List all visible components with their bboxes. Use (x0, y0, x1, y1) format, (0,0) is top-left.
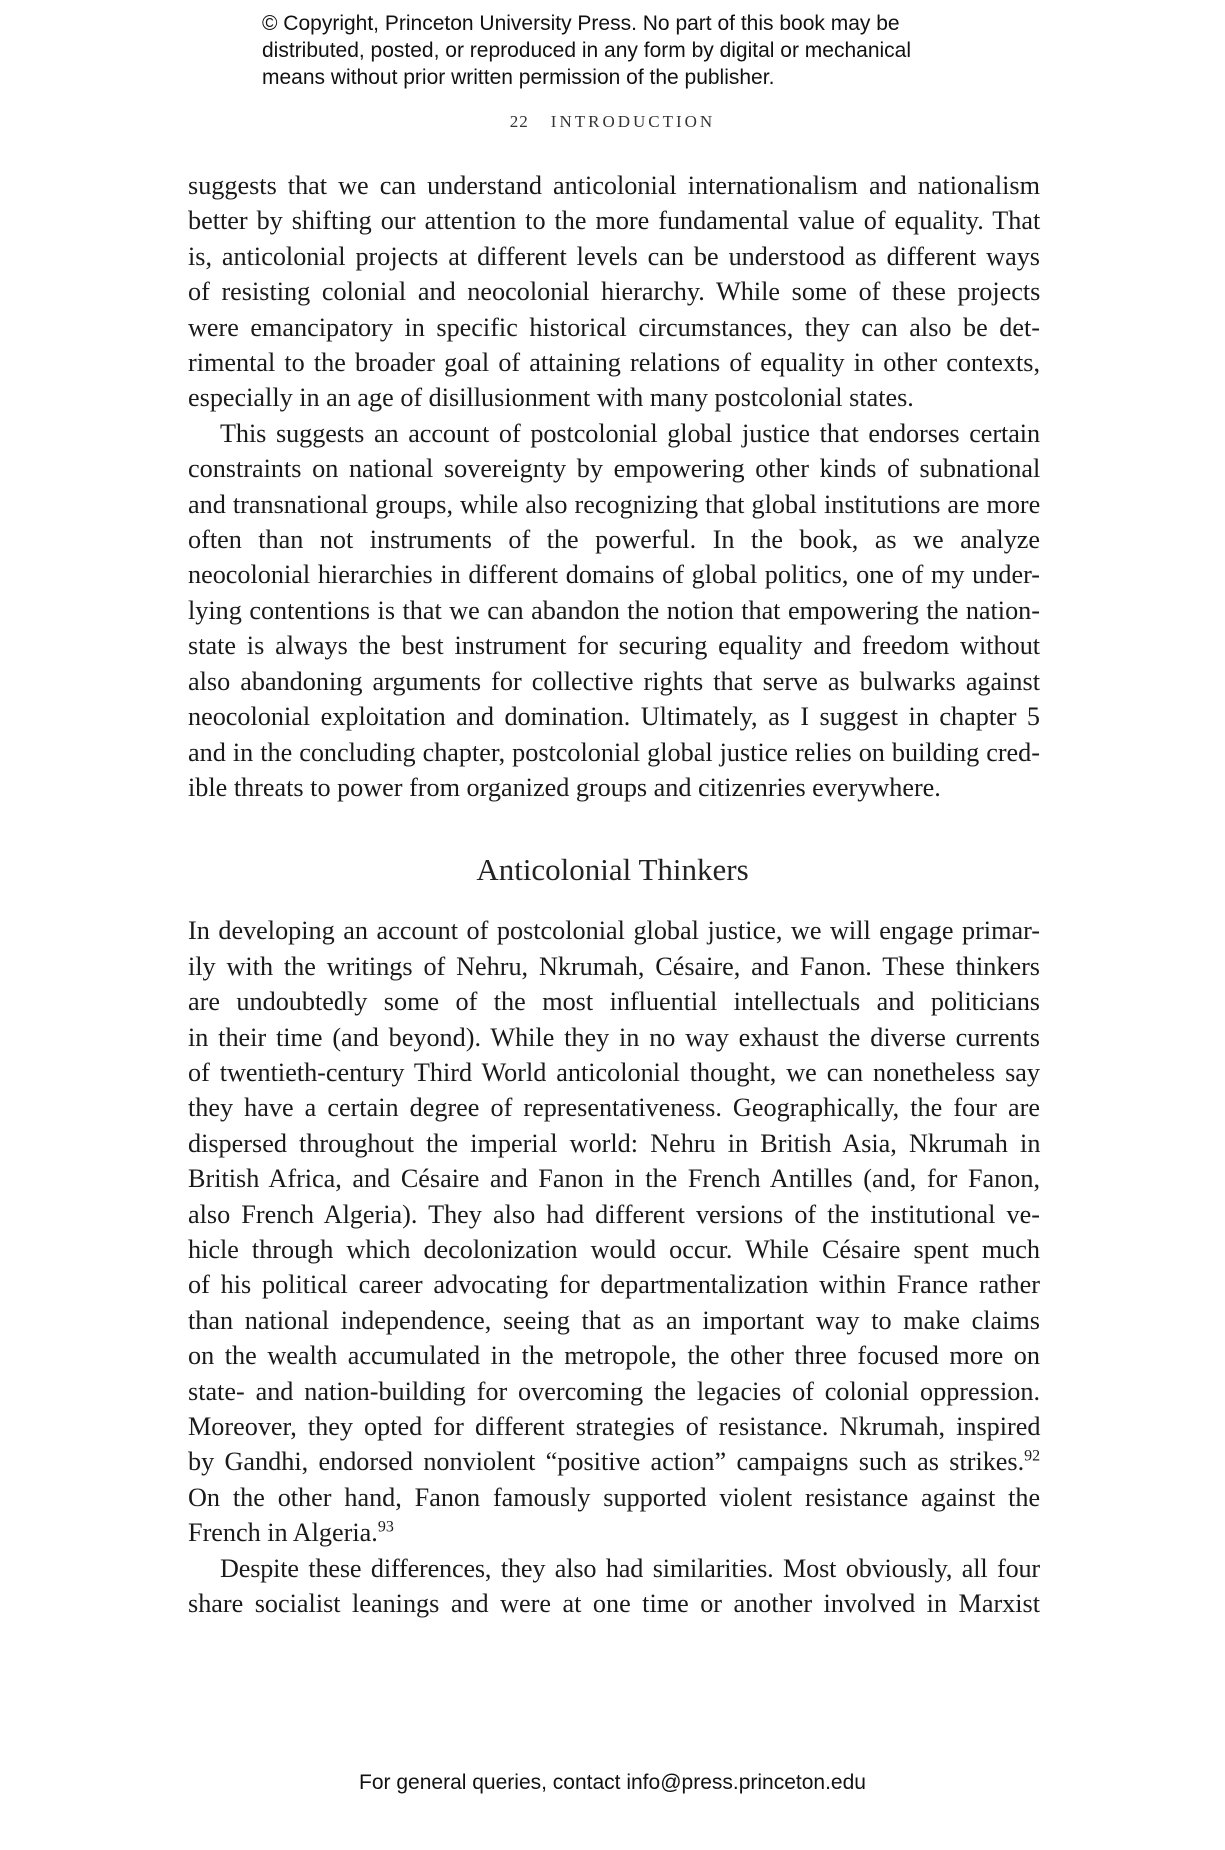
text-line-with-footnote (188, 1515, 1040, 1550)
text-line: in their time (and beyond). While they in no way exhaust the diverse currents (188, 1022, 1040, 1052)
text-line: especially in an age of disillusionment with many postcolonial states. (188, 383, 914, 413)
body-text (188, 168, 1040, 1621)
text-line: and transnational groups, while also recognizing that global institutions are more (188, 489, 1041, 519)
copyright-line: means without prior written permission of the publisher. (262, 66, 775, 89)
text-line: they have a certain degree of representativeness. Geographically, the four are (188, 1093, 1040, 1123)
page-number: 22 (509, 112, 529, 131)
copyright-notice (262, 10, 982, 91)
text-line: suggests that we can understand anticolonial internationalism and nationalism (188, 171, 1040, 200)
paragraph-2 (188, 416, 1040, 805)
text-line: were emancipatory in specific historical circumstances, they can also be det- (188, 312, 1041, 342)
copyright-line: distributed, posted, or reproduced in any form by digital or mechanical (262, 39, 912, 62)
text-line: of resisting colonial and neocolonial hierarchy. While some of these projects (188, 277, 1041, 307)
text-line: on the wealth accumulated in the metropole, the other three focused more on (188, 1341, 1040, 1371)
footer-contact: For general queries, contact info@press.princeton.edu (359, 1771, 866, 1794)
section-title: INTRODUCTION (550, 112, 716, 131)
text-line: are undoubtedly some of the most influential intellectuals and politicians (188, 987, 1040, 1017)
text-line: ible threats to power from organized groups and citizenries everywhere. (188, 772, 941, 802)
text-line: dispersed throughout the imperial world: Nehru in British Asia, Nkrumah in (188, 1128, 1041, 1158)
text-segment: by Gandhi, endorsed nonviolent “positive action” campaigns such as strikes. (188, 1447, 1025, 1477)
text-line: This suggests an account of postcolonial global justice that endorses certain (220, 418, 1040, 448)
text-line: state- and nation-building for overcoming the legacies of colonial oppression. (188, 1376, 1041, 1406)
text-line: share socialist leanings and were at one time or another involved in Marxist (188, 1589, 1040, 1619)
copyright-line: © Copyright, Princeton University Press. No part of this book may be (262, 12, 900, 35)
text-line: better by shifting our attention to the more fundamental value of equality. That (188, 206, 1041, 236)
text-line: also French Algeria). They also had different versions of the institutional ve- (188, 1199, 1040, 1229)
text-line: hicle through which decolonization would occur. While Césaire spent much (188, 1234, 1040, 1264)
footnote-marker[interactable]: 93 (377, 1518, 394, 1536)
text-line: lying contentions is that we can abandon the notion that empowering the nation- (188, 595, 1040, 625)
section-heading: Anticolonial Thinkers (476, 852, 749, 887)
text-segment: French in Algeria. (188, 1518, 378, 1548)
text-line: of twentieth-century Third World anticolonial thought, we can nonetheless say (188, 1057, 1040, 1087)
text-line: neocolonial hierarchies in different domains of global politics, one of my under- (188, 560, 1040, 590)
paragraph-4 (188, 1551, 1040, 1622)
text-line: state is always the best instrument for securing equality and freedom without (188, 631, 1041, 661)
text-line-with-footnote (188, 1444, 1040, 1479)
paragraph-1 (188, 168, 1040, 416)
text-line: is, anticolonial projects at different levels can be understood as different ways (188, 241, 1040, 271)
text-line: On the other hand, Fanon famously supported violent resistance against the (188, 1482, 1041, 1512)
text-line: British Africa, and Césaire and Fanon in the French Antilles (and, for Fanon, (188, 1164, 1040, 1194)
text-line: neocolonial exploitation and domination. Ultimately, as I suggest in chapter 5 (188, 702, 1040, 732)
footnote-marker[interactable]: 92 (1024, 1447, 1041, 1465)
text-line: ily with the writings of Nehru, Nkrumah, Césaire, and Fanon. These thinkers (188, 951, 1040, 981)
running-head (0, 112, 1225, 132)
text-line: In developing an account of postcolonial global justice, we will engage primar- (188, 916, 1040, 946)
paragraph-3 (188, 913, 1040, 1550)
text-line: constraints on national sovereignty by empowering other kinds of subnational (188, 454, 1041, 484)
text-line: Moreover, they opted for different strategies of resistance. Nkrumah, inspired (188, 1412, 1041, 1441)
text-line: of his political career advocating for departmentalization within France rather (188, 1270, 1040, 1300)
text-line: often than not instruments of the powerful. In the book, as we analyze (188, 525, 1041, 555)
text-line: rimental to the broader goal of attaining relations of equality in other contexts, (188, 348, 1041, 378)
text-line: and in the concluding chapter, postcolonial global justice relies on building cred- (188, 737, 1040, 767)
text-line: also abandoning arguments for collective rights that serve as bulwarks against (188, 666, 1040, 696)
text-line: than national independence, seeing that as an important way to make claims (188, 1305, 1040, 1335)
text-line: Despite these differences, they also had similarities. Most obviously, all four (220, 1553, 1040, 1583)
